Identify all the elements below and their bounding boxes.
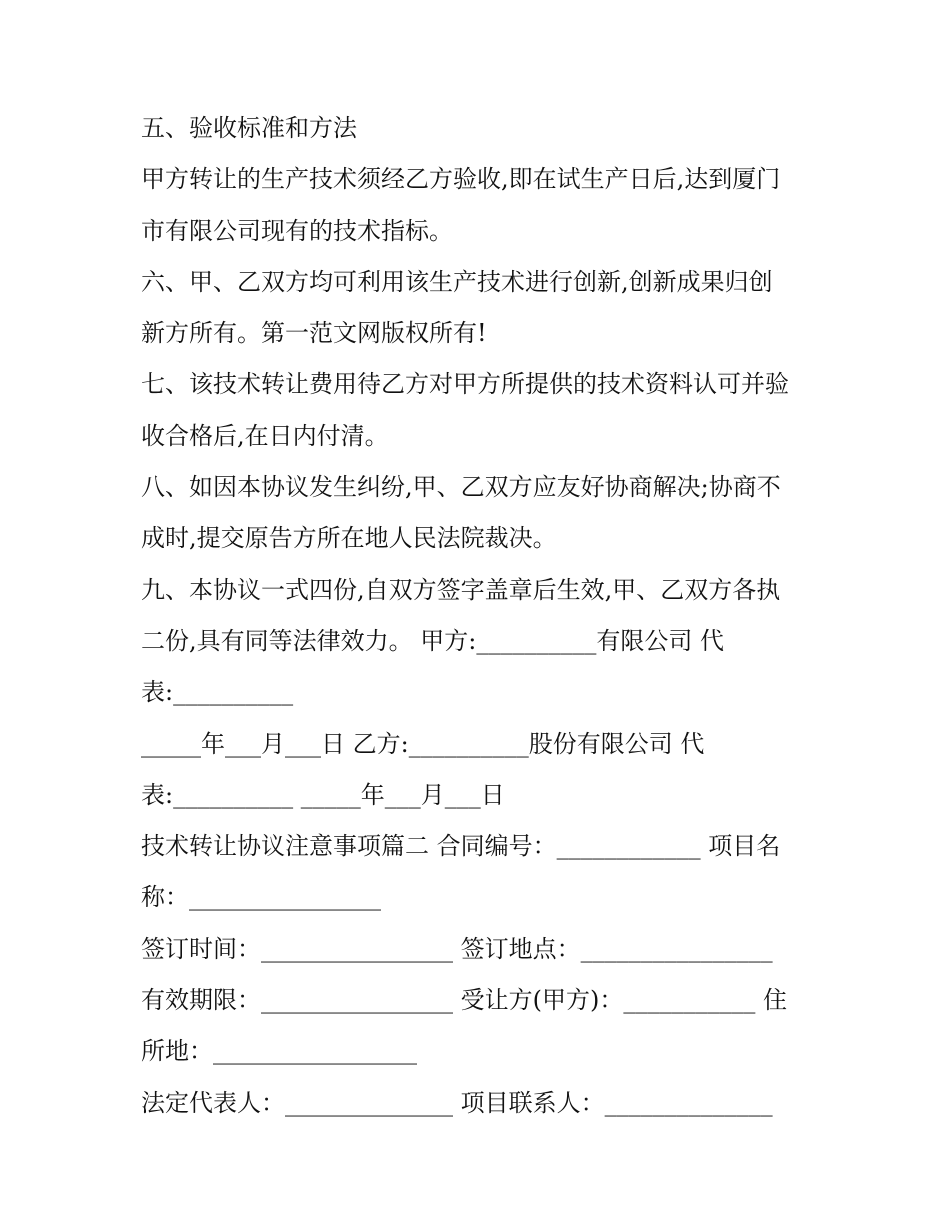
paragraph-line: 新方所有。第一范文网版权所有! — [141, 319, 487, 348]
signature-line: 二份,具有同等法律效力。 甲方:__________有限公司 代 — [141, 626, 724, 655]
contract-field-line: 所地：_________________ — [141, 1037, 417, 1066]
document-body — [141, 103, 831, 1129]
contract-field-line: 有效期限：________________ 受让方(甲方)：___________ 住 — [141, 986, 787, 1015]
signature-line: 表:__________ _____年___月___日 — [141, 780, 505, 809]
paragraph-line: 九、本协议一式四份,自双方签字盖章后生效,甲、乙双方各执 — [141, 575, 781, 604]
paragraph-line: 七、该技术转让费用待乙方对甲方所提供的技术资料认可并验 — [141, 370, 789, 399]
paragraph-line: 六、甲、乙双方均可利用该生产技术进行创新,创新成果归创 — [141, 267, 773, 296]
paragraph-line: 八、如因本协议发生纠纷,甲、乙双方应友好协商解决;协商不 — [141, 473, 781, 502]
paragraph-line: 甲方转让的生产技术须经乙方验收,即在试生产日后,达到厦门 — [141, 165, 781, 194]
paragraph-line: 市有限公司现有的技术指标。 — [141, 216, 453, 245]
contract-field-line: 签订时间：________________ 签订地点：________________ — [141, 934, 773, 963]
paragraph-line: 成时,提交原告方所在地人民法院裁决。 — [141, 524, 557, 553]
contract-header-line: 技术转让协议注意事项篇二 合同编号：____________ 项目名 — [141, 832, 781, 861]
section-five-heading: 五、验收标准和方法 — [141, 114, 357, 142]
contract-field-line: 称：________________ — [141, 883, 381, 912]
contract-field-line: 法定代表人：______________ 项目联系人：______________ — [141, 1088, 773, 1117]
paragraph-line: 收合格后,在日内付清。 — [141, 421, 389, 450]
signature-line: _____年___月___日 乙方:__________股份有限公司 代 — [141, 729, 705, 758]
signature-line: 表:__________ — [141, 678, 294, 707]
